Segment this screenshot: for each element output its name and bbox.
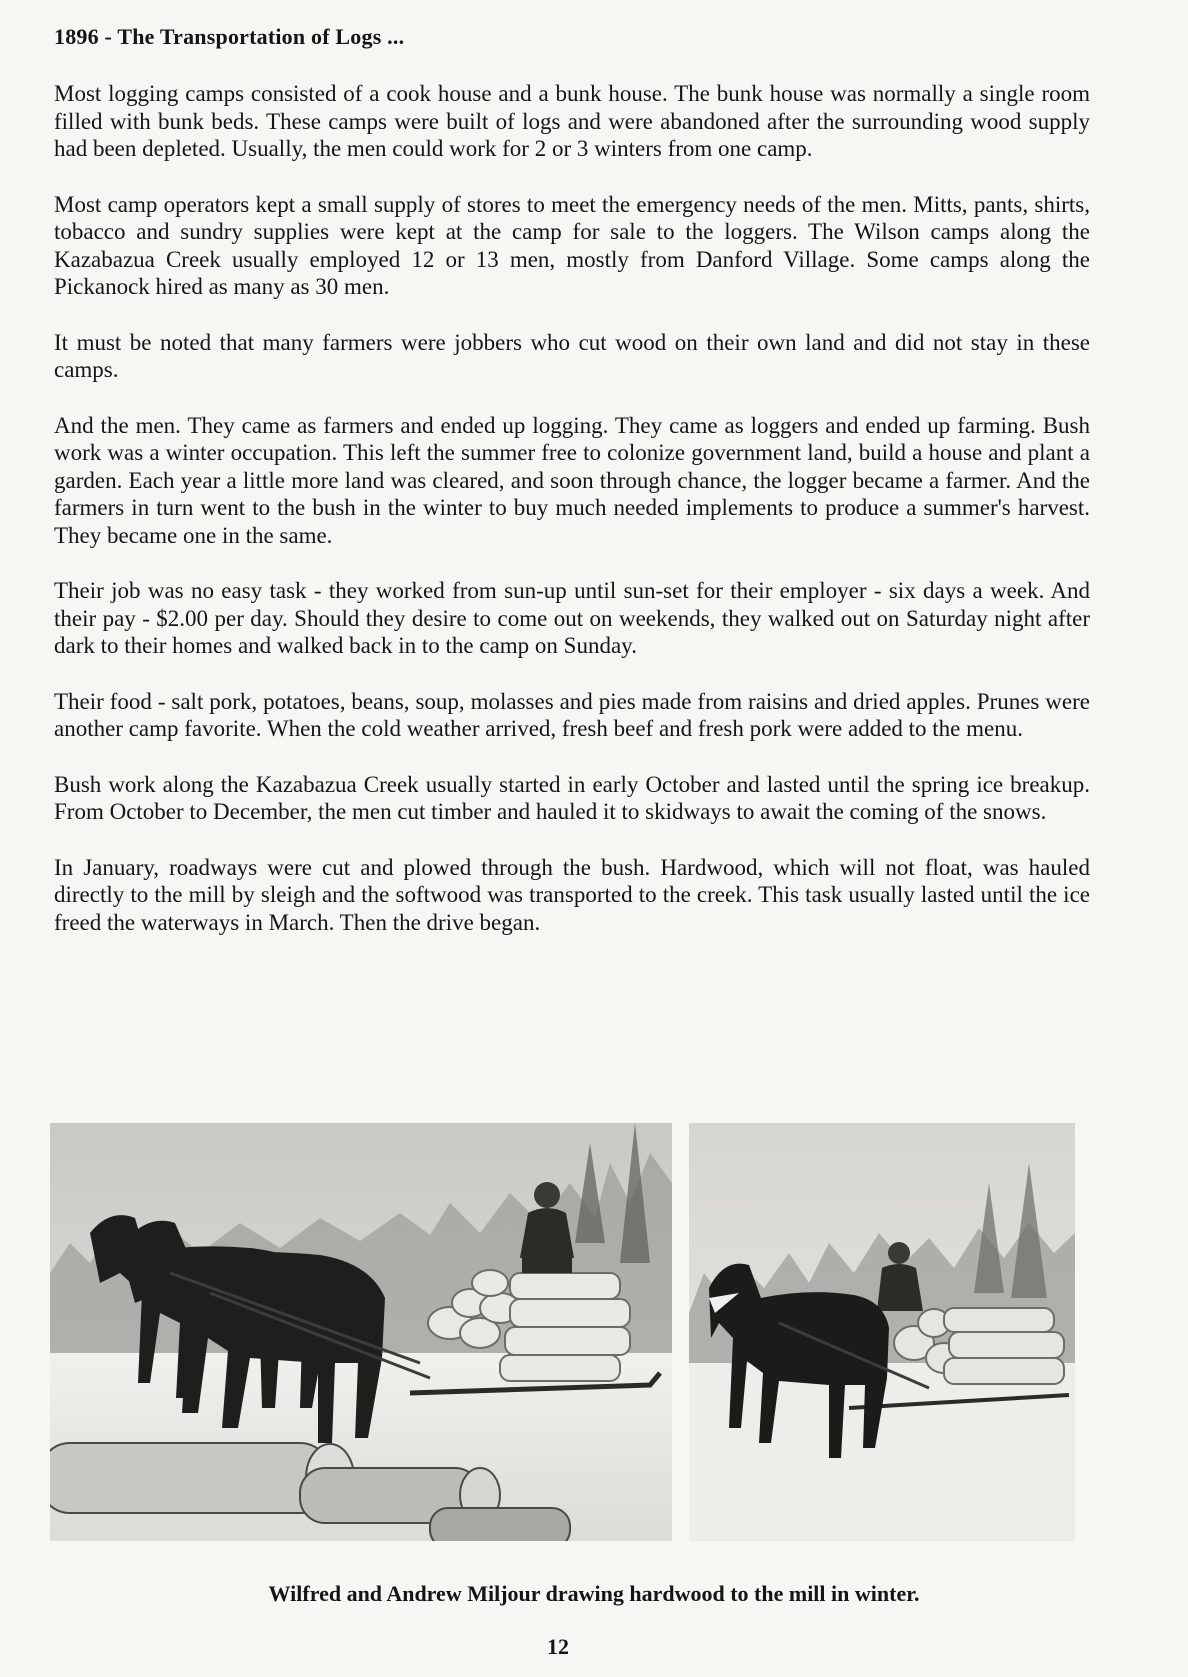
paragraph-jobbers: It must be noted that many farmers were jobbers who cut wood on their own land and did not stay in these camps. <box>54 329 1090 382</box>
paragraph-camp-stores: Most camp operators kept a small supply of stores to meet the emergency needs of the men. Mitts, pants, shirts, tobacco and sundry supplies were kept at the camp for sale to the loggers. The Wilson camps along the Kazabazua Creek usually employed 12 or 13 men, mostly from Danford Village. Some camps along the Pickanock hired as many as 30 men. <box>54 191 1090 299</box>
paragraph-their-food: Their food - salt pork, potatoes, beans, soup, molasses and pies made from raisins and dried apples. Prunes were another camp favorite. When the cold weather arrived, fresh beef and fresh pork were added to the menu. <box>54 688 1090 741</box>
photo-horses-sleigh-left <box>50 1123 672 1541</box>
photo-horse-sleigh-right <box>689 1123 1075 1541</box>
paragraph-january: In January, roadways were cut and plowed through the bush. Hardwood, which will not float, was hauled directly to the mill by sleigh and the softwood was transported to the creek. This task usually lasted until the ice freed the waterways in March. Then the drive began. <box>54 854 1090 935</box>
paragraph-their-job: Their job was no easy task - they worked from sun-up until sun-set for their employer - six days a week. And their pay - $2.00 per day. Should they desire to come out on weekends, they walked out on Saturday night after dark to their homes and walked back in to the camp on Sunday. <box>54 578 1090 658</box>
paragraph-logging-camps: Most logging camps consisted of a cook house and a bunk house. The bunk house was normally a single room filled with bunk beds. These camps were built of logs and were abandoned after the surrounding wood supply had been depleted. Usually, the men could work for 2 or 3 winters from one camp. <box>54 81 1090 161</box>
paragraph-the-men: And the men. They came as farmers and ended up logging. They came as loggers and ended up farming. Bush work was a winter occupation. This left the summer free to colonize government land, build a house and plant a garden. Each year a little more land was cleared, and soon through chance, the logger became a farmer. And the farmers in turn went to the bush in the winter to buy much needed implements to produce a summer's harvest. They became one in the same. <box>54 412 1090 548</box>
paragraph-bush-work: Bush work along the Kazabazua Creek usually started in early October and lasted until the spring ice breakup. From October to December, the men cut timber and hauled it to skidways to await the coming of the snows. <box>54 771 1090 824</box>
photo-caption: Wilfred and Andrew Miljour drawing hardwood to the mill in winter. <box>268 1581 920 1606</box>
photo-pair <box>50 1123 1080 1541</box>
page-number: 12 <box>547 1634 569 1659</box>
body-text <box>54 80 1090 964</box>
page-header: 1896 - The Transportation of Logs ... <box>54 24 405 49</box>
